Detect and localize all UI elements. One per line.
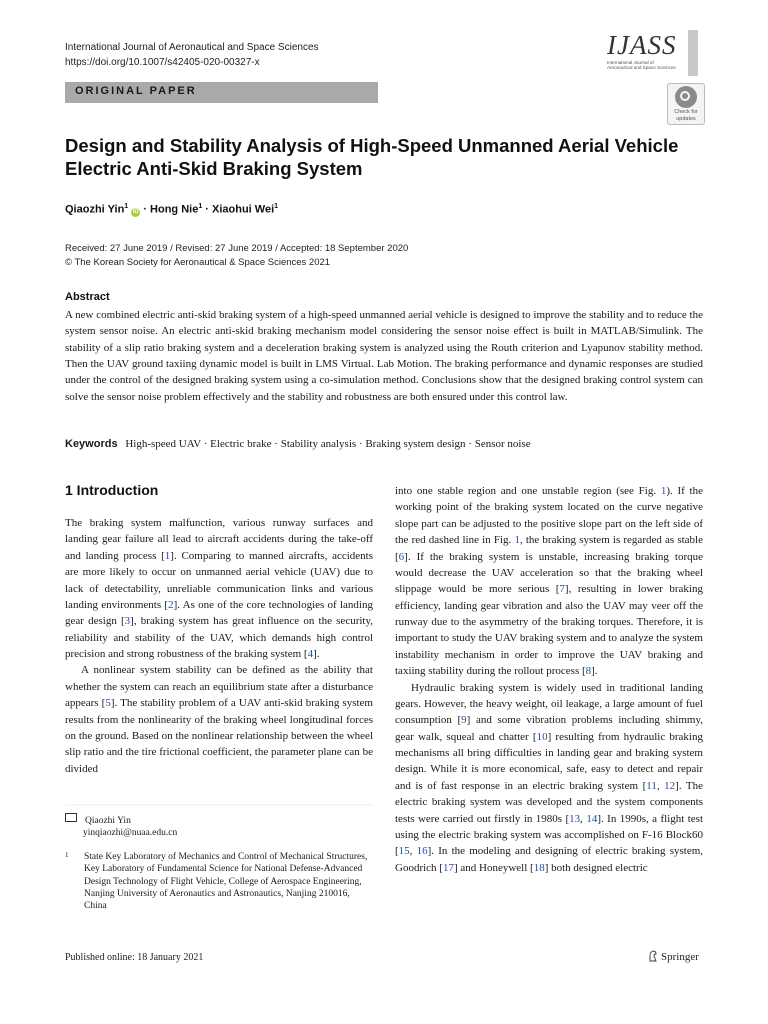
paragraph: Hydraulic braking system is widely used in traditional landing gears. However, the heavy weight, oil leakage, a large amount of fuel consumption [9] and some vibration problems including shimmy, gear walk, squeal and chatter [10] resulting from hydraulic braking mechanisms all bring difficulties in landing gear and braking system design. While it is more economical, safe, easy to detect and repair and is of fast response in an electric braking system [11, 12]. The electric braking system was developed and the system components tests were carried out firstly in 1980s [13, 14]. In 1990s, a flight test using the electric braking system was accomplished on F-16 Block60 [15, 16]. In the modeling and designing of electric braking system, Goodrich [17] and Honeywell [18] both designed electric	[395, 681, 704, 874]
contact-name: Qiaozhi Yin	[85, 816, 131, 826]
footnote-rule	[65, 804, 373, 806]
article-type: ORIGINAL PAPER	[75, 85, 197, 97]
ijass-logo	[607, 30, 687, 74]
article-type-banner	[65, 82, 378, 103]
logo-subtitle-1: International Journal of	[607, 60, 654, 65]
citation-link[interactable]: 5	[105, 697, 111, 710]
citation-link[interactable]: 16	[416, 845, 428, 858]
right-column	[395, 483, 703, 876]
affiliation-number: 1	[65, 851, 69, 859]
author-name[interactable]: Qiaozhi Yin	[65, 203, 125, 216]
affiliation-text: State Key Laboratory of Mechanics and Control of Mechanical Structures, Key Laboratory of Fundamental Science for National Defense-Advanced Design Technology of Flight Vehicle, College of Aerospace Engineering, Nanjing University of Aeronautics and Astronautics, Nanjing 210016, China	[84, 852, 368, 912]
citation-link[interactable]: 1	[164, 549, 171, 562]
affiliation-footnote	[65, 851, 375, 912]
citation-link[interactable]: 6	[398, 550, 405, 563]
article-dates	[65, 242, 408, 270]
doi-link[interactable]: https://doi.org/10.1007/s42405-020-00327-x	[65, 57, 260, 68]
citation-link[interactable]: 3	[124, 615, 131, 628]
citation-link[interactable]: 7	[559, 583, 565, 596]
abstract-text: A new combined electric anti-skid braking system of a high-speed unmanned aerial vehicle is designed to improve the stability and to reduce the system sensor noise. An electric anti-skid braking mechanism model considering the sensor noise effect is built in MATLAB/Simulink. The stability of a slip ratio braking system and a deceleration braking system is analyzed using the Routh criterion and Lyapunov stability method. Then the UAV ground taxiing dynamic model is built in LMS Virtual. Lab Motion. The braking performance and dynamic responses are studied under the control of the designed braking system using a co-simulation method. Conclusions show that the designed braking control system can solve the sensor noise problem effectively and the stability and robustness are both ensured under this control law.	[65, 309, 703, 403]
publisher-name: Springer	[661, 951, 699, 963]
springer-horse-icon	[648, 950, 658, 962]
citation-link[interactable]: 2	[168, 598, 174, 611]
citation-link[interactable]: 15	[398, 845, 410, 858]
journal-name: International Journal of Aeronautical and Space Sciences	[65, 42, 319, 53]
keywords-heading: Keywords	[65, 438, 118, 450]
paper-title	[65, 134, 705, 180]
published-online: Published online: 18 January 2021	[65, 952, 204, 963]
author-affiliation: 1	[198, 203, 203, 210]
citation-link[interactable]: 14	[586, 812, 598, 825]
history-dates: Received: 27 June 2019 / Revised: 27 June 2019 / Accepted: 18 September 2020	[65, 243, 409, 254]
author-name[interactable]: Xiaohui Wei	[212, 203, 275, 216]
section-heading: 1 Introduction	[65, 482, 159, 498]
author-list: Qiaozhi Yin$^1$ iD · Hong Nie$^1$ · Xiaohui Wei$^1$	[65, 203, 279, 216]
journal-header	[65, 40, 319, 70]
paragraph: into one stable region and one unstable region (see Fig. 1). If the working point of the braking system located on the curve negative slope part can be adjusted to the positive slope part on the left side of the red dashed line in Fig. 1, the braking system is regarded as stable [6]. If the braking system is unstable, increasing braking torque would decrease the UAV acceleration so that the braking wheel slippage would be more serious [7], resulting in lower braking efficiency, landing gear vibration and also the UAV may veer off the runway due to the asymmetry of the braking torques. Therefore, it is important to study the UAV braking system and to analyze the system instability mechanism in order to improve the UAV braking and taxiing stability during the rollout process [8].	[395, 485, 703, 678]
check-updates-label-1: Check for	[674, 109, 698, 115]
orcid-icon[interactable]: iD	[132, 208, 139, 215]
citation-link[interactable]: 10	[536, 730, 548, 743]
citation-link[interactable]: 9	[461, 714, 467, 727]
contact-email[interactable]: yinqiaozhi@nuaa.edu.cn	[83, 828, 178, 839]
header-side-strip	[688, 30, 698, 76]
citation-link[interactable]: 12	[664, 779, 676, 792]
citation-link[interactable]: 13	[569, 812, 581, 825]
author-affiliation: 1	[124, 203, 129, 210]
paragraph: A nonlinear system stability can be defined as the ability that whether the system can reach an equilibrium state after a disturbance appears [5]. The stability problem of a UAV anti-skid braking system results from the nonlinearity of the braking wheel longitudinal forces on the ground. Based on the nonlinear relationship between the wheel slip ratio and the tire frictional coefficient, the parameter plane can be divided	[65, 664, 373, 775]
paragraph: The braking system malfunction, various runway surfaces and landing gear failure all lead to aircraft accidents during the take-off and landing process [1]. Comparing to manned aircrafts, accidents are more likely to occur on unmanned aerial vehicle (UAV) due to lack of detectability, unreliable communication links and various landing environments [2]. As one of the core technologies of landing gear design [3], braking system has great influence on the security, reliability and stability of the UAV, which demands high control precision and strong robustness of the braking system [4].	[65, 517, 374, 660]
logo-text: IJASS	[607, 30, 677, 60]
envelope-icon	[65, 813, 77, 822]
left-column	[65, 515, 373, 777]
abstract-heading: Abstract	[65, 291, 110, 303]
citation-link[interactable]: 18	[533, 861, 545, 874]
copyright: © The Korean Society for Aeronautical & Space Sciences 2021	[65, 257, 331, 268]
check-updates-icon	[675, 86, 697, 108]
citation-link[interactable]: 8	[585, 665, 592, 678]
logo-subtitle-2: Aeronautical and Space Sciences	[607, 65, 676, 70]
check-for-updates-button[interactable]	[667, 83, 705, 125]
keywords	[65, 436, 705, 452]
publisher-logo	[648, 950, 699, 963]
citation-link[interactable]: 4	[307, 648, 314, 660]
keywords-list: High-speed UAV · Electric brake · Stability analysis · Braking system design · Sensor noise	[125, 438, 531, 450]
title-line-2: Electric Anti-Skid Braking System	[65, 158, 363, 179]
figure-link[interactable]: 1	[514, 534, 520, 547]
citation-link[interactable]: 11	[646, 779, 657, 792]
corresponding-author	[65, 813, 177, 840]
author-affiliation: 1	[274, 203, 279, 210]
author-name[interactable]: Hong Nie	[150, 203, 199, 216]
citation-link[interactable]: 17	[442, 861, 454, 874]
check-updates-label-2: updates	[676, 116, 696, 122]
figure-link[interactable]: 1	[660, 485, 667, 497]
title-line-1: Design and Stability Analysis of High-Speed Unmanned Aerial Vehicle	[65, 135, 679, 156]
